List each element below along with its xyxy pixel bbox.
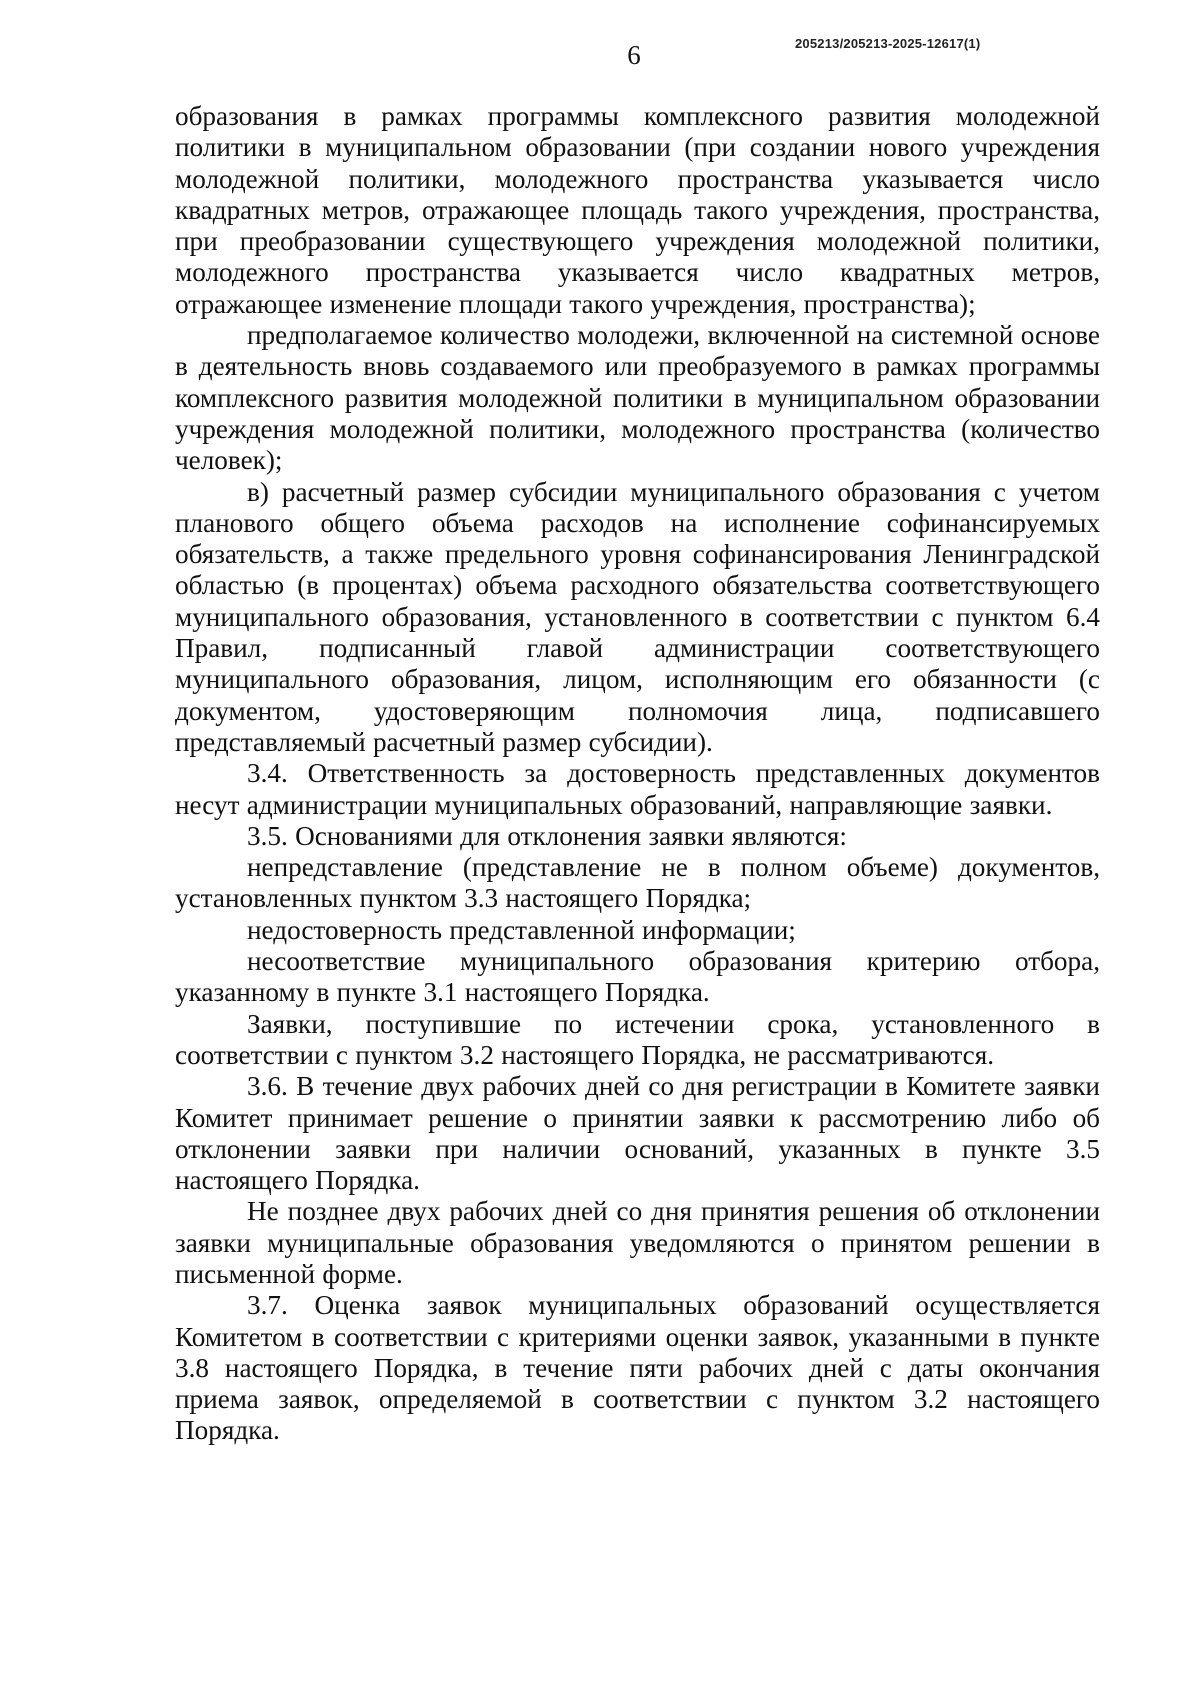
paragraph: в) расчетный размер субсидии муниципального образования с учетом планового общего объема расходов на исполнение софинансируемых обязательств, а также предельного уровня софинансирования Ленинградской областью (в процентах) объема расходного обязательства соответствующего муниципального образования, установленного в соответствии с пунктом 6.4 Правил, подписанный главой администрации соответствующего муниципального образования, лицом, исполняющим его обязанности (с документом, удостоверяющим полномочия лица, подписавшего представляемый расчетный размер субсидии).: [175, 476, 1100, 757]
document-id: 205213/205213-2025-12617(1): [795, 36, 981, 51]
paragraph: 3.6. В течение двух рабочих дней со дня регистрации в Комитете заявки Комитет принимает решение о принятии заявки к рассмотрению либо об отклонении заявки при наличии оснований, указанных в пункте 3.5 настоящего Порядка.: [175, 1071, 1100, 1196]
paragraph: недостоверность представленной информации;: [247, 914, 796, 945]
paragraph: несоответствие муниципального образования критерию отбора, указанному в пункте 3.1 настоящего Порядка.: [175, 946, 1100, 1008]
document-body: [175, 101, 1100, 1447]
paragraph: 3.5. Основаниями для отклонения заявки являются:: [247, 820, 847, 851]
paragraph: 3.7. Оценка заявок муниципальных образований осуществляется Комитетом в соответствии с критериями оценки заявок, указанными в пункте 3.8 настоящего Порядка, в течение пяти рабочих дней с даты окончания приема заявок, определяемой в соответствии с пунктом 3.2 настоящего Порядка.: [175, 1290, 1100, 1446]
paragraph: образования в рамках программы комплексного развития молодежной политики в муниципальном образовании (при создании нового учреждения молодежной политики, молодежного пространства указывается число квадратных метров, отражающее площадь такого учреждения, пространства, при преобразовании существующего учреждения молодежной политики, молодежного пространства указывается число квадратных метров, отражающее изменение площади такого учреждения, пространства);: [175, 101, 1100, 319]
paragraph: Заявки, поступившие по истечении срока, установленного в соответствии с пунктом 3.2 настоящего Порядка, не рассматриваются.: [175, 1008, 1100, 1070]
paragraph: непредставление (представление не в полном объеме) документов, установленных пунктом 3.3 настоящего Порядка;: [175, 852, 1100, 914]
paragraph: 3.4. Ответственность за достоверность представленных документов несут администрации муниципальных образований, направляющие заявки.: [175, 758, 1100, 820]
page-number: 6: [627, 40, 641, 70]
paragraph: предполагаемое количество молодежи, включенной на системной основе в деятельность вновь создаваемого или преобразуемого в рамках программы комплексного развития молодежной политики в муниципальном образовании учреждения молодежной политики, молодежного пространства (количество человек);: [175, 320, 1100, 476]
paragraph: Не позднее двух рабочих дней со дня принятия решения об отклонении заявки муниципальные образования уведомляются о принятом решении в письменной форме.: [175, 1196, 1100, 1289]
